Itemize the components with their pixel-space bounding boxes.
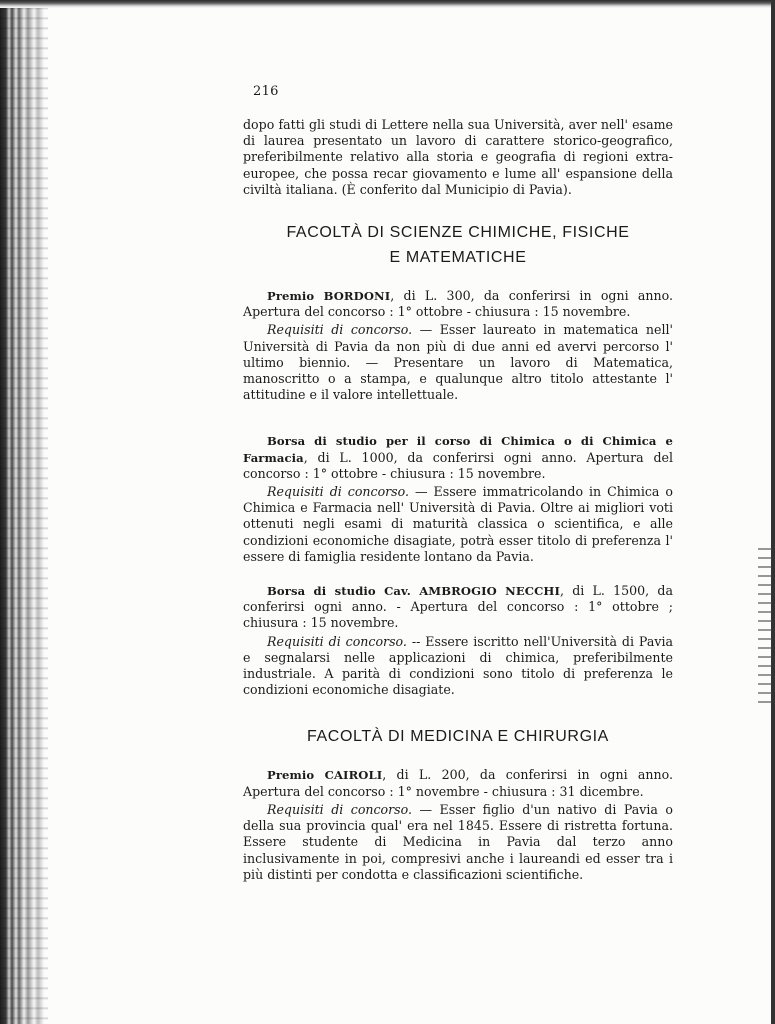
- entry-details: , di L. 300, da conferirsi in ogni anno. Apertura del concorso : 1° ottobre - chiusura : 15 novembre.: [243, 288, 674, 320]
- requirements-label: Requisiti di concorso.: [267, 484, 409, 500]
- entry-premio-bordoni: [243, 288, 673, 403]
- book-binding-edge: [0, 0, 48, 1024]
- requirements-label: Requisiti di concorso.: [267, 322, 413, 338]
- entry-requirements: [243, 484, 673, 565]
- intro-paragraph: dopo fatti gli studi di Lettere nella sua Università, aver nell' esame di laurea presentato un lavoro di carattere storico-geografico, preferibilmente relativo alla storia e geografia di regioni extra-europee, che possa recar giovamento e lume all' espansione della civiltà italiana. (È conferito dal Municipio di Pavia).: [243, 117, 673, 197]
- entry-title: Premio CAIROLI: [267, 768, 383, 783]
- page-body: [243, 84, 673, 883]
- requirements-text: — Esser figlio d'un nativo di Pavia o della sua provincia qual' era nel 1845. Essere di ristretta fortuna. Essere studente di Medicina in Pavia dal terzo anno inclusivamente in poi, compresivi anche i laureandi ed esser tra i più distinti per condotta e classificazioni scientifiche.: [243, 801, 673, 882]
- entry-title: Borsa di studio Cav. AMBROGIO NECCHI: [267, 584, 561, 599]
- top-scan-edge: [0, 0, 775, 8]
- section-heading-line2: E MATEMATICHE: [389, 249, 527, 267]
- page-number: 216: [253, 84, 279, 99]
- requirements-label: Requisiti di concorso.: [267, 801, 412, 817]
- margin-marks: [758, 548, 772, 708]
- entry-title: Premio BORDONI: [267, 289, 391, 304]
- entry-details: , di L. 1500, da conferirsi ogni anno. - Apertura del concorso : 1° ottobre ; chiusura : 15 novembre.: [243, 583, 673, 631]
- entry-header: [243, 767, 673, 799]
- requirements-text: — Essere immatricolando in Chimica o Chimica e Farmacia nell' Università di Pavia. Oltre ai migliori voti ottenuti negli esami di maturità classica o scientifica, e alle condizioni economiche disagiate, potrà esser titolo di preferenza l' essere di famiglia residente lontano da Pavia.: [243, 484, 673, 564]
- entry-header: [243, 433, 673, 482]
- section-scienze: [243, 220, 673, 698]
- entry-requirements: [243, 322, 673, 403]
- entry-requirements: [243, 634, 673, 699]
- right-scan-edge: [771, 0, 775, 1024]
- entry-header: [243, 583, 673, 632]
- section-medicina: [243, 724, 673, 882]
- entry-title: Borsa di studio per il corso di Chimica o di Chimica e Farmacia: [243, 434, 673, 465]
- entry-premio-cairoli: [243, 767, 673, 882]
- entry-requirements: [243, 802, 673, 883]
- section-heading-line1: FACOLTÀ DI MEDICINA E CHIRURGIA: [307, 728, 609, 746]
- requirements-text: — Esser laureato in matematica nell' Università di Pavia da non più di due anni ed avervi percorso l' ultimo biennio. — Presentare un lavoro di Matematica, manoscritto o a stampa, e qualunque altro titolo attestante l' attitudine e il valore intellettuale.: [243, 322, 673, 403]
- entry-borsa-necchi: [243, 583, 673, 698]
- entry-header: [243, 288, 673, 320]
- entry-borsa-chimica: [243, 433, 673, 565]
- section-heading-line1: FACOLTÀ DI SCIENZE CHIMICHE, FISICHE: [286, 224, 630, 242]
- entry-details: , di L. 1000, da conferirsi ogni anno. Apertura del concorso : 1° ottobre - chiusura : 15 novembre.: [243, 449, 673, 481]
- requirements-text: -- Essere iscritto nell'Università di Pavia e segnalarsi nelle applicazioni di chimica, preferibilmente industriale. A parità di condizioni sono titolo di preferenza le condizioni economiche disagiate.: [243, 633, 673, 698]
- requirements-label: Requisiti di concorso.: [267, 633, 407, 649]
- entry-details: , di L. 200, da conferirsi in ogni anno. Apertura del concorso : 1° novembre - chiusura : 31 dicembre.: [243, 767, 674, 799]
